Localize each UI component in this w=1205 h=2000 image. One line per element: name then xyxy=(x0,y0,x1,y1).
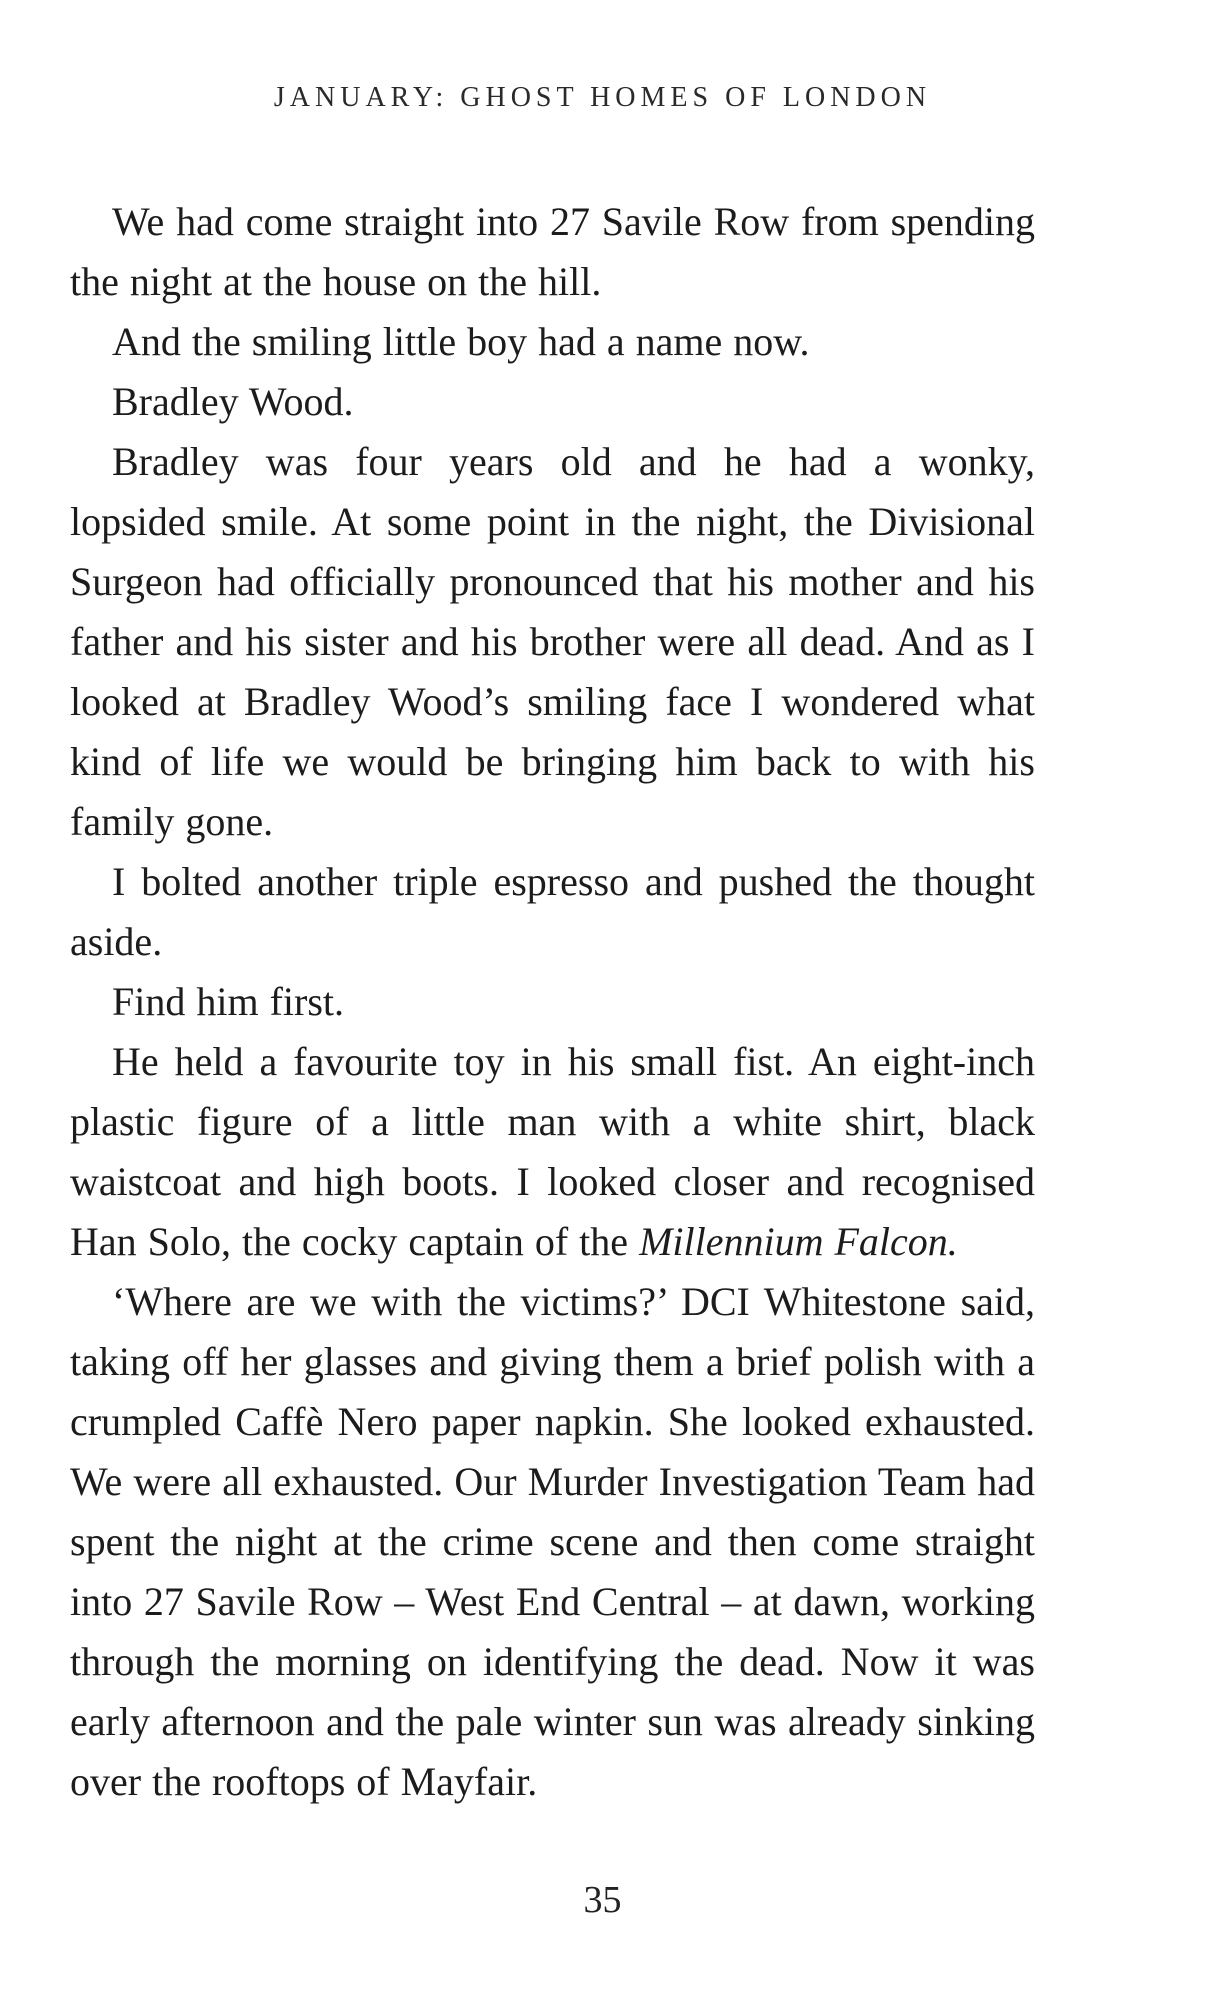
paragraph-6: Find him first. xyxy=(112,979,345,1024)
paragraph-5: I bolted another triple espresso and pushed the thought aside. xyxy=(70,859,1035,964)
paragraph-7 xyxy=(70,1032,1035,1272)
page-number: 35 xyxy=(583,1879,622,1921)
paragraph-7-text: He held a favourite toy in his small fist. An eight-inch plastic figure of a little man with a white shirt, black waistcoat and high boots. I looked closer and recognised Han Solo, the cocky captain of the xyxy=(70,1039,1035,1264)
paragraph-8: ‘Where are we with the victims?’ DCI Whitestone said, taking off her glasses and giving them a brief polish with a crumpled Caffè Nero paper napkin. She looked exhausted. We were all exhausted. Our Murder Investigation Team had spent the night at the crime scene and then come straight into 27 Savile Row – West End Central – at dawn, working through the morning on identifying the dead. Now it was early afternoon and the pale winter sun was already sinking over the rooftops of Mayfair. xyxy=(70,1279,1035,1804)
running-head: JANUARY: GHOST HOMES OF LONDON xyxy=(273,82,932,113)
paragraph-3: Bradley Wood. xyxy=(112,379,354,424)
italic-trailing: . xyxy=(947,1219,958,1264)
paragraph-2: And the smiling little boy had a name now. xyxy=(112,319,810,364)
body-text xyxy=(70,192,1035,1812)
italic-title: Millennium Falcon xyxy=(639,1219,948,1264)
paragraph-1: We had come straight into 27 Savile Row from spending the night at the house on the hill. xyxy=(70,199,1035,304)
paragraph-4: Bradley was four years old and he had a wonky, lopsided smile. At some point in the night, the Divisional Surgeon had officially pronounced that his mother and his father and his sister and his brother were all dead. And as I looked at Bradley Wood’s smiling face I wondered what kind of life we would be bringing him back to with his family gone. xyxy=(70,439,1035,844)
